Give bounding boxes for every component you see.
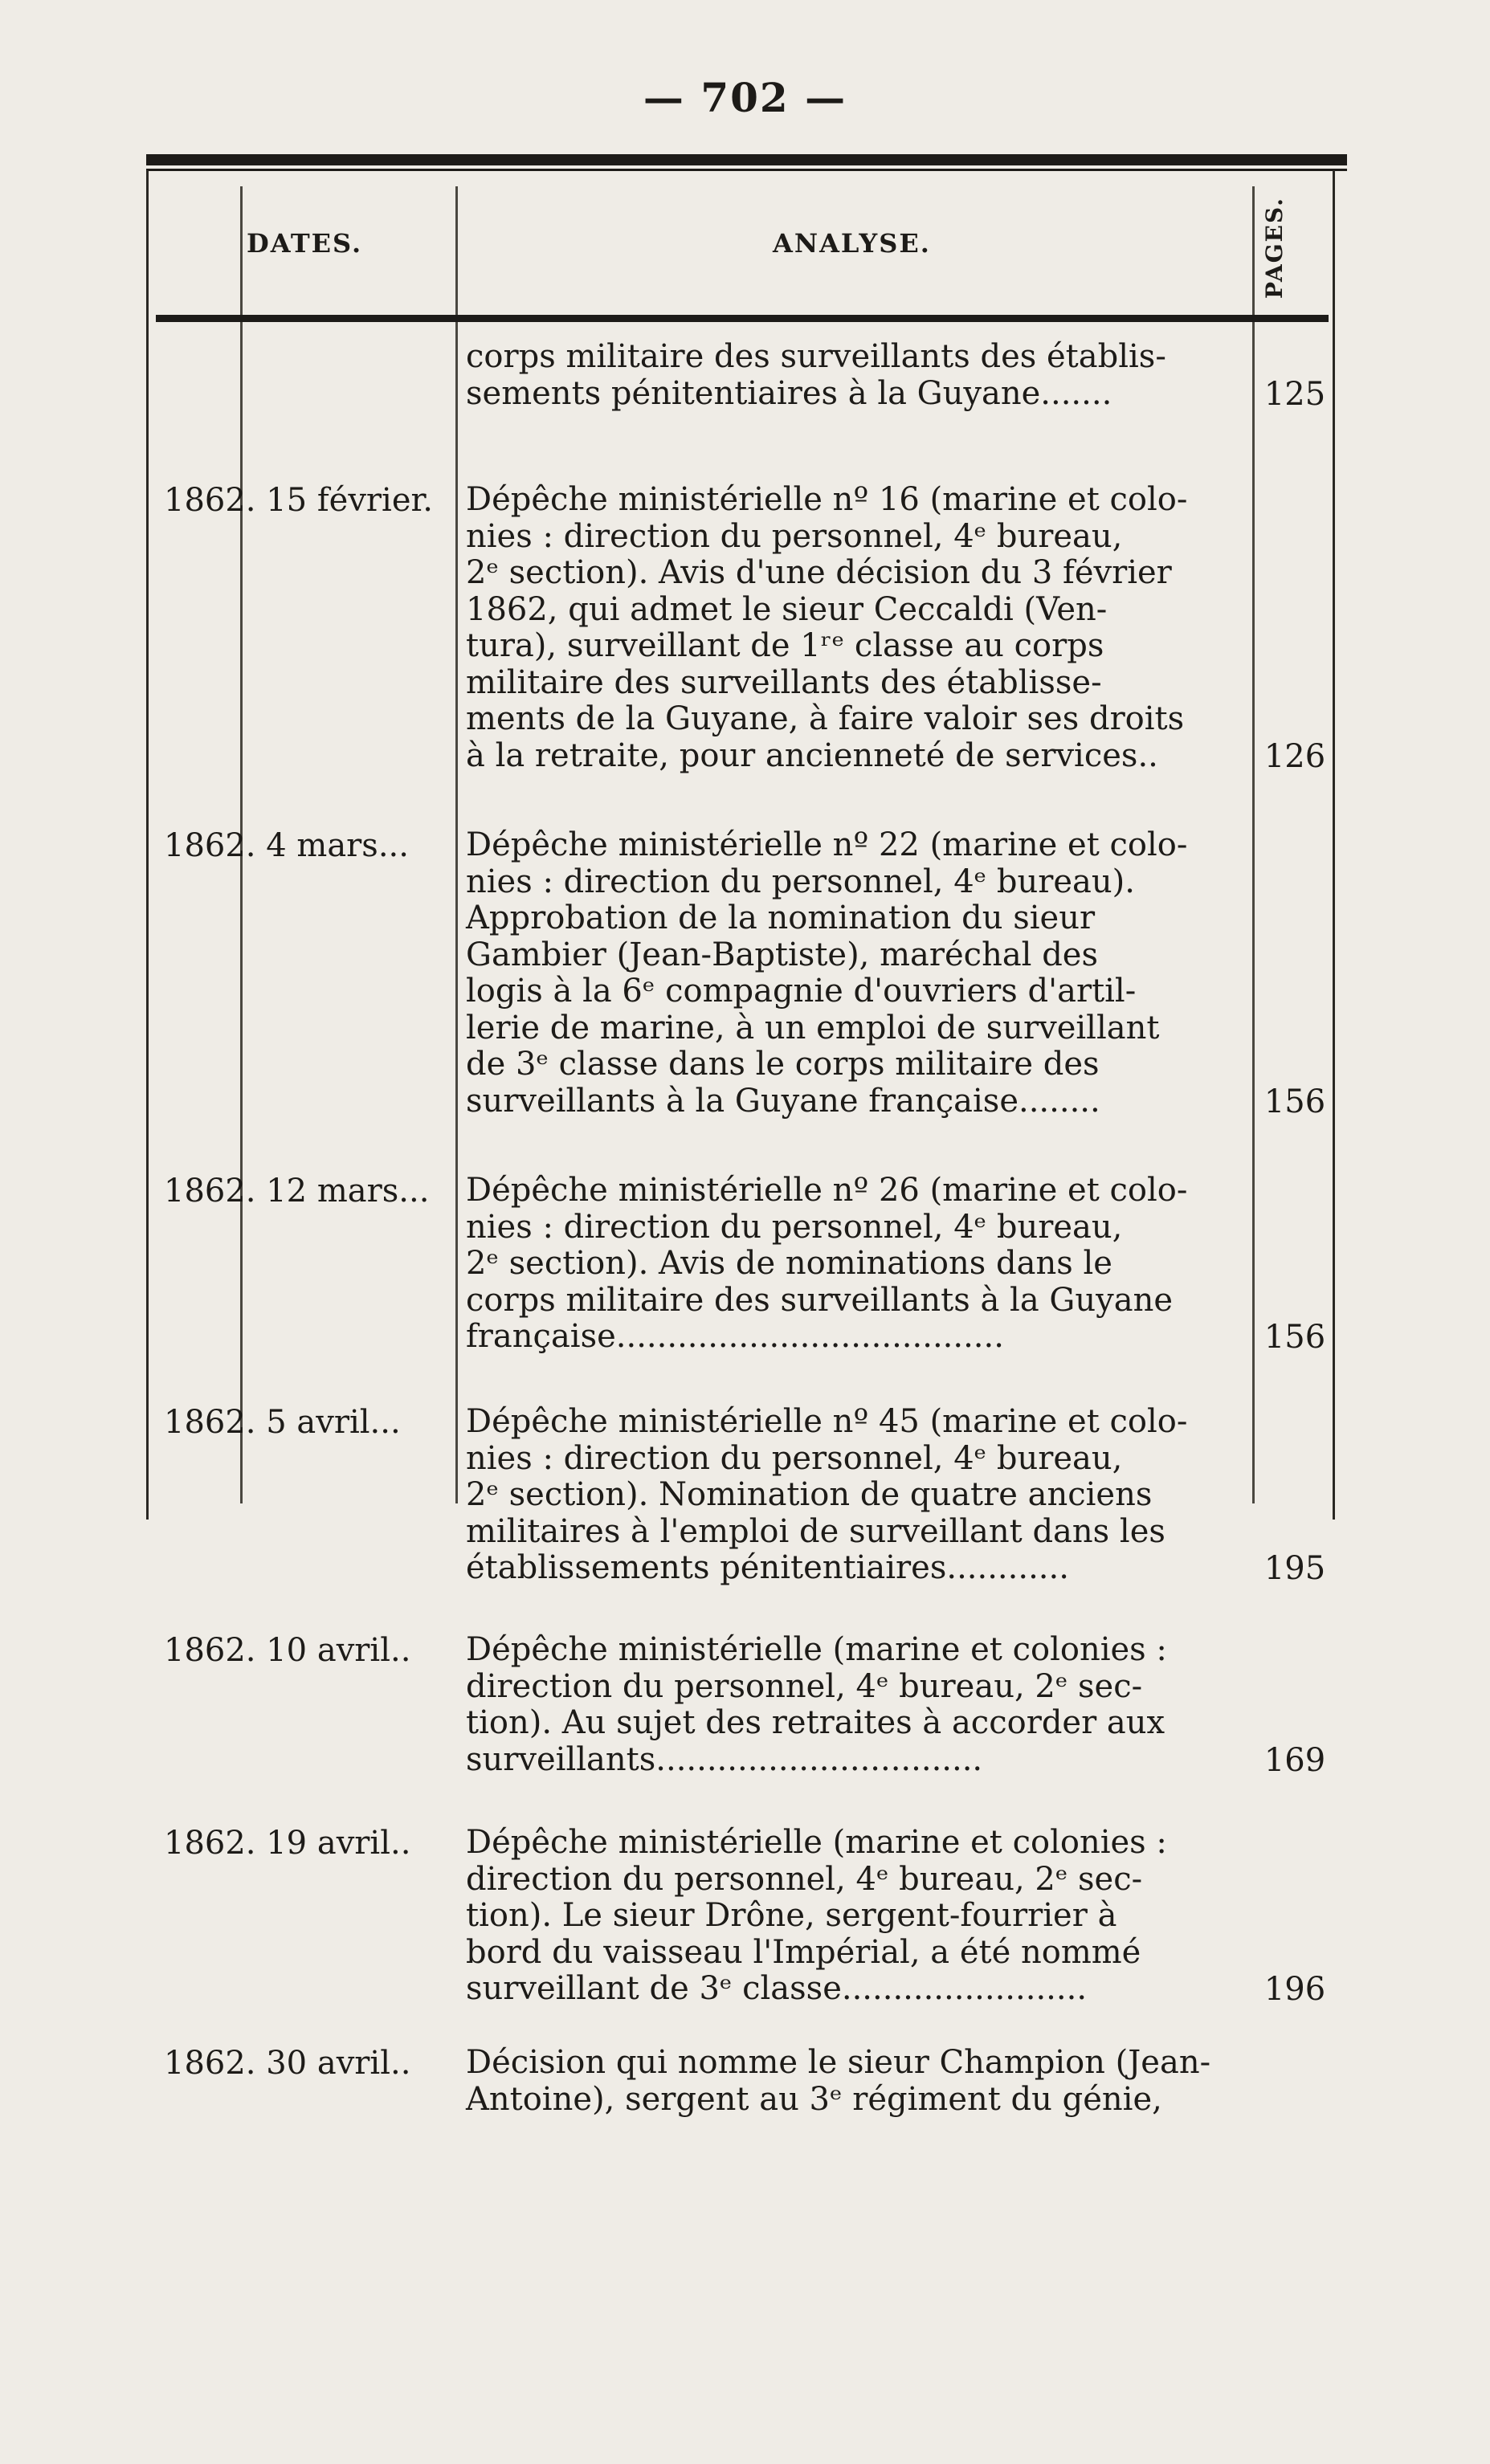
analysis-line: Approbation de la nomination du sieur [466, 900, 1096, 936]
analysis-line: direction du personnel, 4ᵉ bureau, 2ᵉ sec- [466, 1667, 1143, 1705]
analysis-line: corps militaire des surveillants à la Guyane [466, 1281, 1173, 1319]
analysis-line: 1862, qui admet le sieur Ceccaldi (Ven- [466, 590, 1108, 628]
header-rule [156, 315, 1329, 322]
entry-page: 195 [1263, 1550, 1326, 1587]
analysis-line: logis à la 6ᵉ compagnie d'ouvriers d'artil- [466, 973, 1137, 1010]
entry-analysis [466, 1825, 1243, 2008]
analysis-line: surveillants................................ [466, 1740, 983, 1778]
table-top-rule-thin [146, 169, 1347, 171]
entry-page: 169 [1263, 1741, 1326, 1779]
analysis-line: militaire des surveillants des établisse- [466, 663, 1102, 701]
analysis-line: sements pénitentiaires à la Guyane....... [466, 374, 1112, 412]
entry-date: 1862. 5 avril... [164, 1404, 401, 1441]
analysis-line: 2ᵉ section). Nomination de quatre anciens [466, 1476, 1153, 1513]
table-right-border [1333, 170, 1335, 1520]
entry-analysis [466, 482, 1243, 774]
header-analyse: ANALYSE. [773, 228, 931, 259]
analysis-line: établissements pénitentiaires............ [466, 1549, 1069, 1586]
entry-analysis [466, 2045, 1243, 2118]
analysis-line: Dépêche ministérielle nº 45 (marine et colo- [466, 1403, 1188, 1440]
header-dates: DATES. [247, 228, 363, 259]
analysis-line: Dépêche ministérielle nº 16 (marine et colo- [466, 481, 1188, 518]
analysis-line: Dépêche ministérielle (marine et colonies : [466, 1824, 1167, 1861]
index-table [146, 154, 1347, 2118]
entry-page: 196 [1263, 1971, 1326, 2008]
entry-analysis [466, 1173, 1243, 1356]
analysis-line: lerie de marine, à un emploi de surveillant [466, 1009, 1160, 1046]
entry-date: 1862. 4 mars... [164, 827, 409, 864]
analysis-line: nies : direction du personnel, 4ᵉ bureau, [466, 1208, 1123, 1246]
entry-analysis [466, 827, 1243, 1120]
analysis-line: à la retraite, pour ancienneté de services.. [466, 736, 1158, 774]
entry-analysis [466, 1632, 1243, 1778]
entry-page: 156 [1263, 1083, 1326, 1120]
column-divider-dates [455, 186, 458, 1503]
analysis-line: nies : direction du personnel, 4ᵉ bureau, [466, 1439, 1123, 1477]
analysis-line: Dépêche ministérielle nº 22 (marine et colo- [466, 826, 1188, 863]
analysis-line: française...................................... [466, 1318, 1004, 1355]
analysis-line: de 3ᵉ classe dans le corps militaire des [466, 1046, 1100, 1083]
entry-analysis [466, 1404, 1243, 1587]
entry-date: 1862. 30 avril.. [164, 2045, 411, 2082]
header-pages: PAGES. [1261, 197, 1288, 299]
analysis-line: 2ᵉ section). Avis d'une décision du 3 février [466, 554, 1172, 591]
analysis-line: tura), surveillant de 1ʳᵉ classe au corps [466, 627, 1104, 664]
analysis-line: militaires à l'emploi de surveillant dans les [466, 1512, 1165, 1550]
analysis-line: surveillant de 3ᵉ classe........................ [466, 1970, 1088, 2007]
analysis-line: Gambier (Jean-Baptiste), maréchal des [466, 936, 1098, 973]
analysis-line: corps militaire des surveillants des établis- [466, 338, 1166, 375]
analysis-line: nies : direction du personnel, 4ᵉ bureau, [466, 517, 1123, 555]
analysis-line: tion). Le sieur Drône, sergent-fourrier à [466, 1897, 1117, 1934]
entry-page: 126 [1263, 737, 1326, 775]
analysis-line: Décision qui nomme le sieur Champion (Jean- [466, 2044, 1211, 2081]
analysis-line: nies : direction du personnel, 4ᵉ bureau). [466, 863, 1135, 900]
column-divider-analyse [1252, 186, 1255, 1503]
table-left-border [146, 170, 149, 1520]
analysis-line: Dépêche ministérielle (marine et colonies : [466, 1631, 1167, 1668]
analysis-line: tion). Au sujet des retraites à accorder aux [466, 1704, 1165, 1741]
page-number: — 702 — [643, 74, 847, 121]
analysis-line: bord du vaisseau l'Impérial, a été nommé [466, 1933, 1141, 1971]
analysis-line: surveillants à la Guyane française........ [466, 1082, 1100, 1120]
entry-page: 156 [1263, 1319, 1326, 1356]
entry-date: 1862. 12 mars... [164, 1173, 430, 1210]
analysis-line: Antoine), sergent au 3ᵉ régiment du génie, [466, 2080, 1162, 2118]
table-top-rule [146, 154, 1347, 165]
entry-analysis [466, 339, 1243, 412]
analysis-line: ments de la Guyane, à faire valoir ses droits [466, 700, 1185, 737]
entry-page: 125 [1263, 375, 1326, 413]
entry-date: 1862. 15 février. [164, 482, 433, 519]
analysis-line: Dépêche ministérielle nº 26 (marine et colo- [466, 1172, 1188, 1209]
analysis-line: 2ᵉ section). Avis de nominations dans le [466, 1245, 1112, 1282]
entry-date: 1862. 19 avril.. [164, 1825, 411, 1862]
entry-date: 1862. 10 avril.. [164, 1632, 411, 1669]
analysis-line: direction du personnel, 4ᵉ bureau, 2ᵉ sec- [466, 1860, 1143, 1898]
